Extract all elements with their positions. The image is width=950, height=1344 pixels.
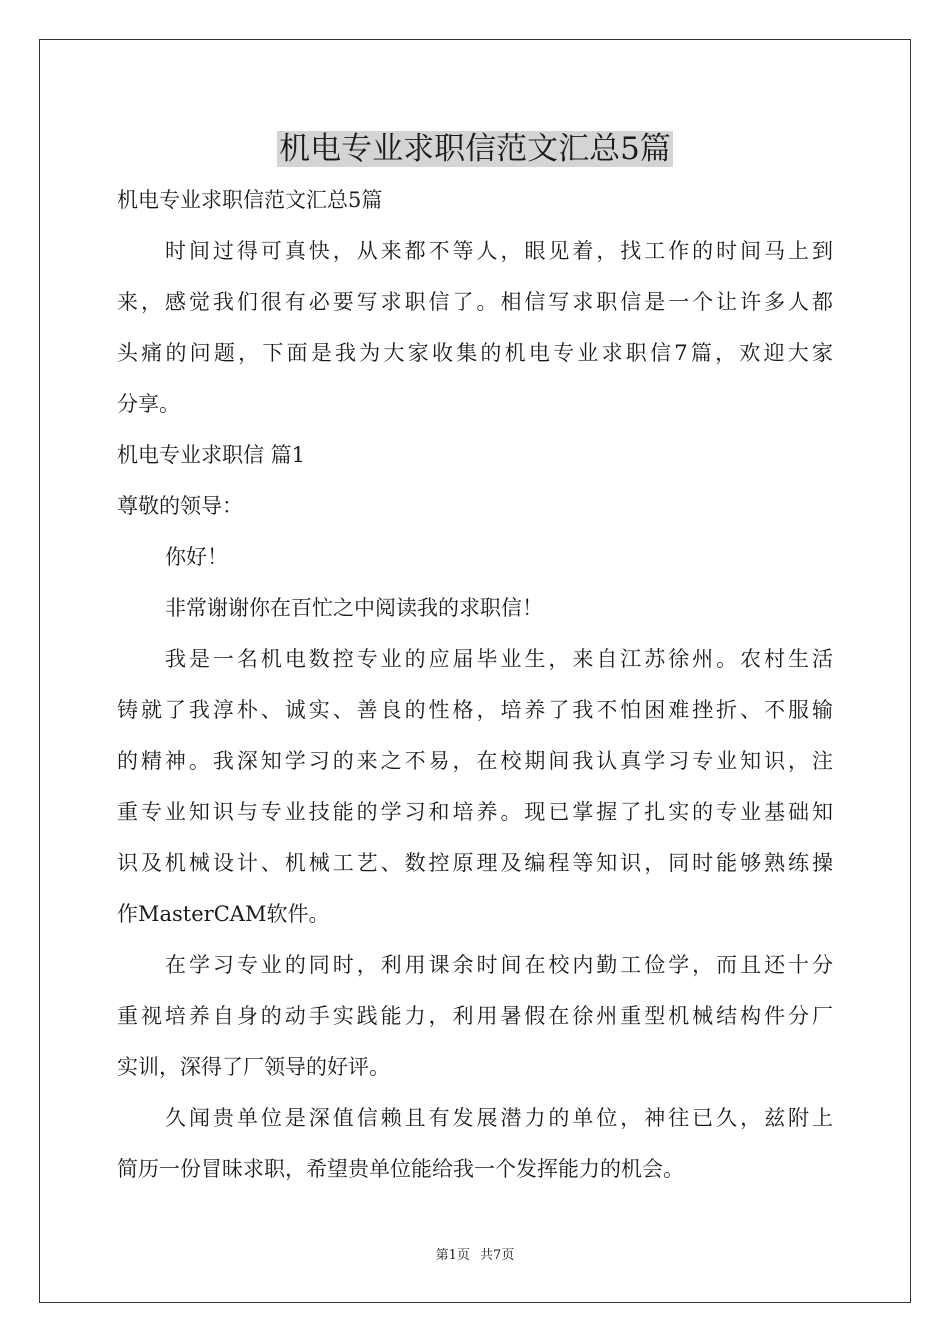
document-body: [117, 175, 833, 1195]
paragraph1-line: 重专业知识与专业技能的学习和培养。现已掌握了扎实的专业基础知: [117, 800, 833, 824]
paragraph2-line: 重视培养自身的动手实践能力，利用暑假在徐州重型机械结构件分厂: [117, 1004, 833, 1028]
salutation: 尊敬的领导：: [117, 494, 243, 518]
paragraph2-line: 在学习专业的同时，利用课余时间在校内勤工俭学，而且还十分: [165, 953, 833, 977]
page-number: 第1页 共7页: [435, 1248, 515, 1263]
paragraph3-line: 久闻贵单位是深值信赖且有发展潜力的单位，神往已久，兹附上: [165, 1106, 833, 1130]
intro-line: 来，感觉我们很有必要写求职信了。相信写求职信是一个让许多人都: [117, 290, 833, 314]
document-subtitle: 机电专业求职信范文汇总5篇: [117, 188, 383, 212]
paragraph1-line: 的精神。我深知学习的来之不易，在校期间我认真学习专业知识，注: [117, 749, 833, 773]
paragraph1-line: 作MasterCAM软件。: [117, 902, 330, 926]
intro-line: 头痛的问题，下面是我为大家收集的机电专业求职信7篇，欢迎大家: [117, 341, 833, 365]
letter-heading: 机电专业求职信 篇1: [117, 443, 306, 467]
paragraph3-line: 简历一份冒昧求职，希望贵单位能给我一个发挥能力的机会。: [117, 1157, 684, 1181]
document-title-text: 机电专业求职信范文汇总5篇: [279, 131, 671, 167]
paragraph2-line: 实训，深得了厂领导的好评。: [117, 1055, 390, 1079]
intro-line: 分享。: [117, 392, 180, 416]
greeting: 你好！: [165, 545, 228, 569]
thanks-line: 非常谢谢你在百忙之中阅读我的求职信！: [165, 596, 543, 620]
paragraph1-line: 识及机械设计、机械工艺、数控原理及编程等知识，同时能够熟练操: [117, 851, 833, 875]
paragraph1-line: 我是一名机电数控专业的应届毕业生，来自江苏徐州。农村生活: [165, 647, 833, 671]
intro-line: 时间过得可真快，从来都不等人，眼见着，找工作的时间马上到: [165, 239, 833, 263]
paragraph1-line: 铸就了我淳朴、诚实、善良的性格，培养了我不怕困难挫折、不服输: [117, 698, 833, 722]
document-title: [0, 126, 950, 172]
